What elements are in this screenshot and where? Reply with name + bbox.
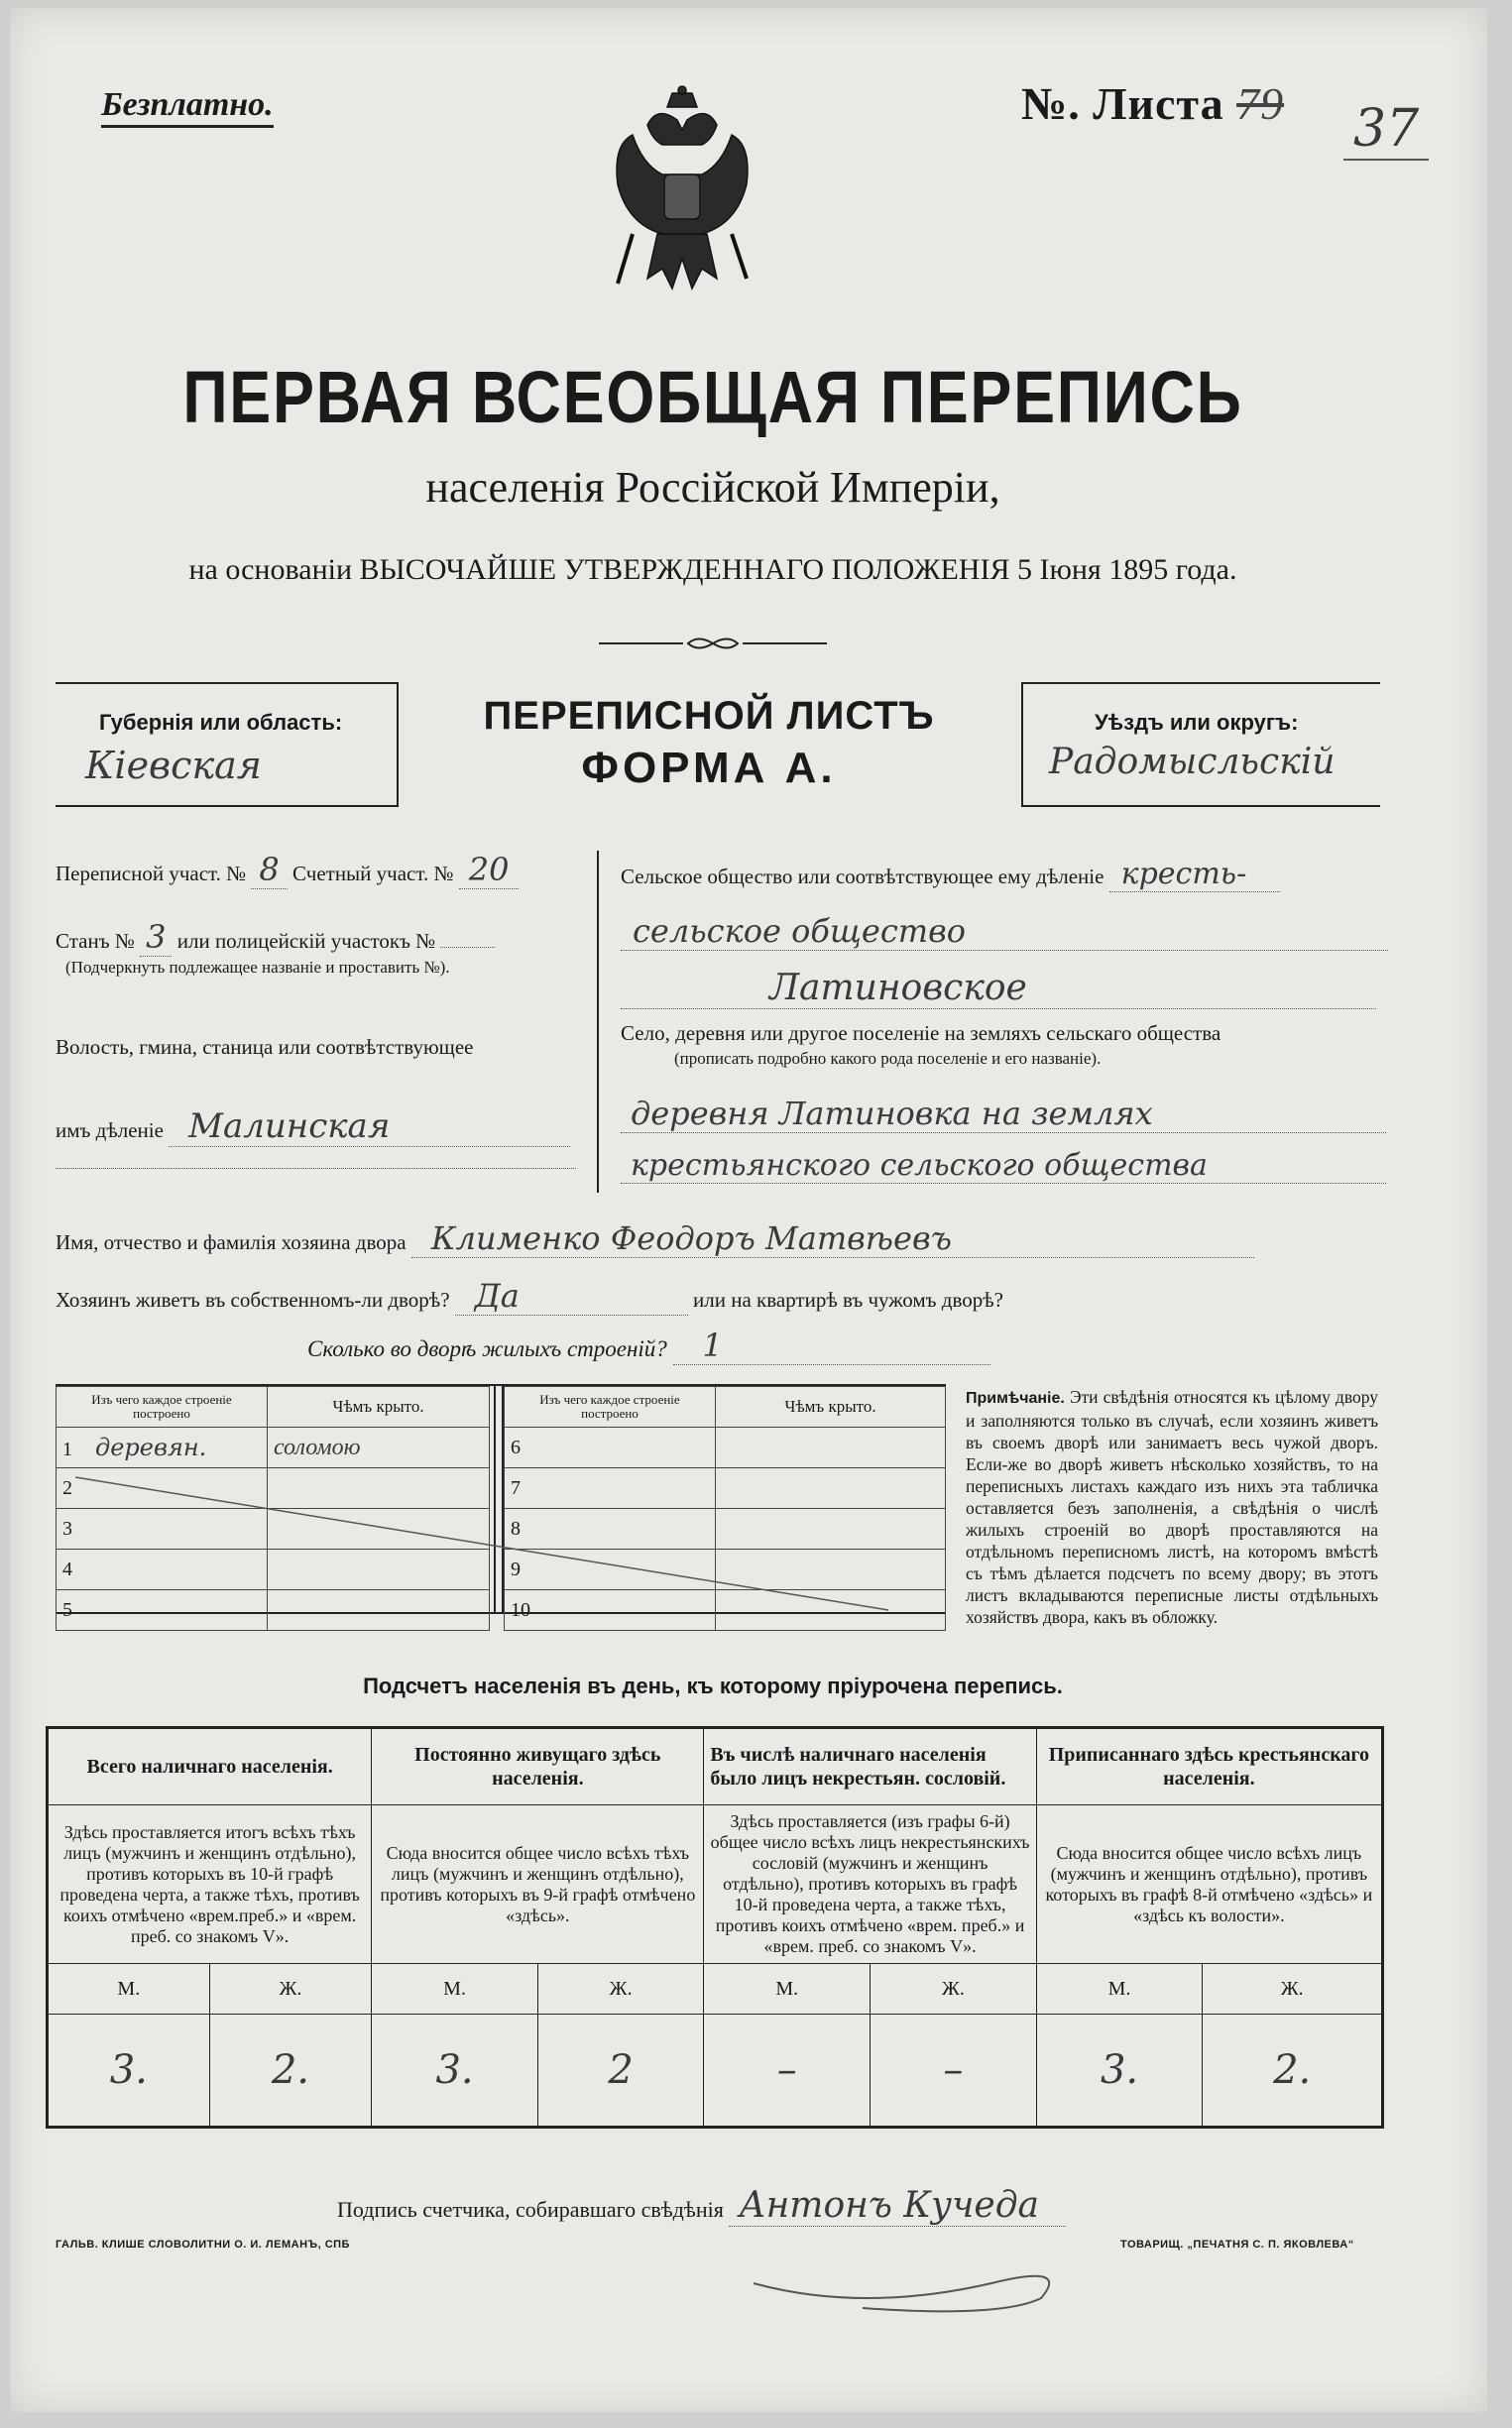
male-label: М. [1036, 1964, 1203, 2015]
table-row: 1 деревян. соломою [57, 1428, 490, 1468]
note-text: Эти свѣдѣнія относятся къ цѣлому двору и заполняются только въ случаѣ, если хозяинъ живетъ въ своемъ дворѣ или занимаетъ весь чужой дворъ. Если-же во дворѣ живетъ нѣсколько хозяйствъ, то на переписныхъ листахъ каждаго изъ нихъ эта табличка оставляется безъ заполненія, а свѣдѣнія о числѣ жилыхъ строеній во дворѣ проставляются на отдѣльномъ переписномъ листѣ, на которомъ вмѣстѣ съ тѣмъ дѣлается подсчетъ по всему двору; въ этотъ листъ вкладываются переписные листы отдѣльныхъ хозяйствъ двора, какъ въ обложку. [966, 1387, 1379, 1627]
total-male-value: 3. [48, 2015, 210, 2128]
census-district-value: 8 [251, 851, 287, 889]
male-label: М. [372, 1964, 538, 2015]
village-label: Село, деревня или другое поселеніе на земляхъ сельскаго общества [621, 1021, 1221, 1045]
buildings-table [56, 1384, 946, 1621]
material-header: Изъ чего каждое строеніе построено [57, 1387, 268, 1428]
guberniya-box [56, 682, 399, 807]
signature-row [337, 2185, 1066, 2227]
vertical-divider [597, 851, 599, 1193]
buildings-value: 1 [673, 1327, 990, 1365]
male-label: М. [48, 1964, 210, 2015]
table-row: 6 [505, 1428, 946, 1468]
owner-name-value: Клименко Феодоръ Матвѣевъ [411, 1219, 1254, 1258]
document-title: ПЕРВАЯ ВСЕОБЩАЯ ПЕРЕПИСЬ [182, 356, 1243, 438]
count-district-label: Счетный участ. № [292, 862, 454, 885]
stan-label: Станъ № [56, 929, 135, 953]
census-district-label: Переписной участ. № [56, 862, 247, 885]
owner-name-label: Имя, отчество и фамилія хозяина двора [56, 1230, 407, 1254]
society-value-3: Латиновское [621, 968, 1376, 1009]
ornament-divider [599, 635, 827, 652]
village-value-1: деревня Латиновка на землях [621, 1095, 1386, 1133]
female-label: Ж. [1203, 1964, 1383, 2015]
volost-value: Малинская [169, 1106, 570, 1147]
signature-flourish [744, 2244, 1081, 2323]
material-value-1: деревян. [95, 1434, 207, 1461]
table-row: 3 [57, 1509, 490, 1550]
volost-label: Волость, гмина, станица или соотвѣтствующее [56, 1035, 474, 1059]
uezd-value: Радомысльскій [1049, 742, 1336, 782]
permanent-population-desc: Сюда вносится общее число всѣхъ тѣхъ лицъ (мужчинъ и женщинъ отдѣльно), противъ которыхъ въ 9-й графѣ отмѣчено «здѣсь». [372, 1805, 704, 1964]
signature-value: Антонъ Кучеда [729, 2185, 1066, 2227]
printer-right: ТОВАРИЩ. „ПЕЧАТНЯ С. П. ЯКОВЛЕВА“ [1120, 2239, 1354, 2251]
male-label: М. [704, 1964, 871, 2015]
female-label: Ж. [209, 1964, 372, 2015]
guberniya-label: Губернія или область: [99, 710, 343, 735]
table-row: 2 [57, 1468, 490, 1509]
total-population-header: Всего наличнаго населенія. [48, 1728, 372, 1805]
female-label: Ж. [537, 1964, 704, 2015]
stan-row [56, 918, 495, 956]
sheet-number-crossed: 79 [1236, 78, 1285, 129]
roof-value-1: соломою [268, 1428, 490, 1468]
permanent-population-header: Постоянно живущаго здѣсь населенія. [372, 1728, 704, 1805]
volost-row [56, 1106, 570, 1147]
count-district-value: 20 [459, 851, 520, 889]
note-block [966, 1386, 1378, 1628]
census-district-row [56, 851, 519, 888]
legal-basis: на основаніи ВЫСОЧАЙШЕ УТВЕРЖДЕННАГО ПОЛОЖЕНІЯ 5 Іюня 1895 года. [188, 553, 1237, 586]
own-yard-label: Хозяинъ живетъ въ собственномъ-ли дворѣ? [56, 1288, 450, 1312]
permanent-male-value: 3. [372, 2015, 538, 2128]
sheet-number-label: №. Листа [1021, 78, 1224, 129]
registered-male-value: 3. [1036, 2015, 1203, 2128]
registered-female-value: 2. [1203, 2015, 1383, 2128]
uezd-label: Уѣздъ или округъ: [1095, 710, 1299, 735]
own-yard-value: Да [455, 1277, 688, 1316]
owner-name-row [56, 1219, 1254, 1258]
roof-header-2: Чѣмъ крыто. [716, 1387, 946, 1428]
document-subtitle: населенія Россійской Имперіи, [425, 463, 1000, 512]
signature-label: Подпись счетчика, собиравшаго свѣдѣнія [337, 2197, 724, 2222]
guberniya-value: Кіевская [85, 744, 262, 787]
population-title: Подсчетъ населенія въ день, къ которому пріурочена перепись. [363, 1674, 1063, 1698]
non-peasant-header: Въ числѣ наличнаго населенія было лицъ некрестьян. сословій. [704, 1728, 1036, 1805]
rent-label: или на квартирѣ въ чужомъ дворѣ? [693, 1288, 1003, 1312]
underline-note: (Подчеркнуть подлежащее названіе и проставить №). [65, 958, 450, 977]
total-female-value: 2. [209, 2015, 372, 2128]
volost-label-2: имъ дѣленіе [56, 1118, 164, 1142]
village-value-2: крестьянского сельского общества [621, 1148, 1386, 1184]
buildings-label: Сколько во дворѣ жилыхъ строеній? [307, 1336, 667, 1361]
registered-peasant-header: Приписаннаго здѣсь крестьянскаго населенія. [1036, 1728, 1382, 1805]
crossout-line [56, 1386, 946, 1612]
volost-blank-line [56, 1168, 576, 1169]
female-label: Ж. [871, 1964, 1037, 2015]
society-row [621, 857, 1280, 892]
police-label: или полицейскій участокъ № [176, 929, 436, 953]
stan-value: 3 [140, 918, 172, 957]
population-table [46, 1726, 1384, 2129]
material-header-2: Изъ чего каждое строеніе построено [505, 1387, 716, 1428]
free-label: Безплатно. [101, 85, 274, 128]
table-row: 4 [57, 1550, 490, 1590]
non-peasant-desc: Здѣсь проставляется (изъ графы 6-й) общее число всѣхъ лицъ некрестьянскихъ сословій (мужчинъ и женщинъ отдѣльно), противъ которыхъ въ графѣ 10-й проведена черта, а также тѣхъ, противъ коихъ отмѣчено «врем. преб.» и «врем. преб. со знакомъ V». [704, 1805, 1036, 1964]
sheet-number-handwritten: 37 [1343, 99, 1429, 161]
table-row: 8 [505, 1509, 946, 1550]
buildings-row [307, 1327, 990, 1365]
registered-peasant-desc: Сюда вносится общее число всѣхъ лицъ (мужчинъ и женщинъ отдѣльно), противъ которыхъ въ графѣ 8-й отмѣчено «здѣсь» и «здѣсь къ волости». [1036, 1805, 1382, 1964]
table-row: 5 [57, 1590, 490, 1631]
double-headed-eagle-emblem [603, 85, 761, 313]
society-value-2: сельское общество [621, 912, 1388, 951]
society-value-1: кресть- [1109, 857, 1280, 892]
form-name: ФОРМА А. [581, 744, 837, 792]
permanent-female-value: 2 [537, 2015, 704, 2128]
village-note: (прописать подробно какого рода поселеніе и его названіе). [674, 1049, 1102, 1068]
table-row: 9 [505, 1550, 946, 1590]
uezd-box [1021, 682, 1380, 807]
printer-left: ГАЛЬВ. КЛИШЕ СЛОВОЛИТНИ О. И. ЛЕМАНЪ, СПБ [56, 2239, 350, 2251]
sheet-type-title: ПЕРЕПИСНОЙ ЛИСТЪ [483, 694, 935, 738]
table-row: 7 [505, 1468, 946, 1509]
society-label: Сельское общество или соотвѣтствующее ему дѣленіе [621, 865, 1105, 888]
total-population-desc: Здѣсь проставляется итогъ всѣхъ тѣхъ лицъ (мужчинъ и женщинъ отдѣльно), противъ которыхъ въ 10-й графѣ проведена черта, а также тѣхъ, противъ коихъ отмѣчено «врем.преб.» и «врем. преб. со знакомъ V». [48, 1805, 372, 1964]
non-peasant-female-value: – [871, 2015, 1037, 2128]
non-peasant-male-value: – [704, 2015, 871, 2128]
note-title: Примѣчаніе. [966, 1390, 1065, 1407]
roof-header: Чѣмъ крыто. [268, 1387, 490, 1428]
census-sheet [10, 8, 1487, 2412]
table-row: 10 [505, 1590, 946, 1631]
own-yard-row [56, 1277, 1003, 1316]
